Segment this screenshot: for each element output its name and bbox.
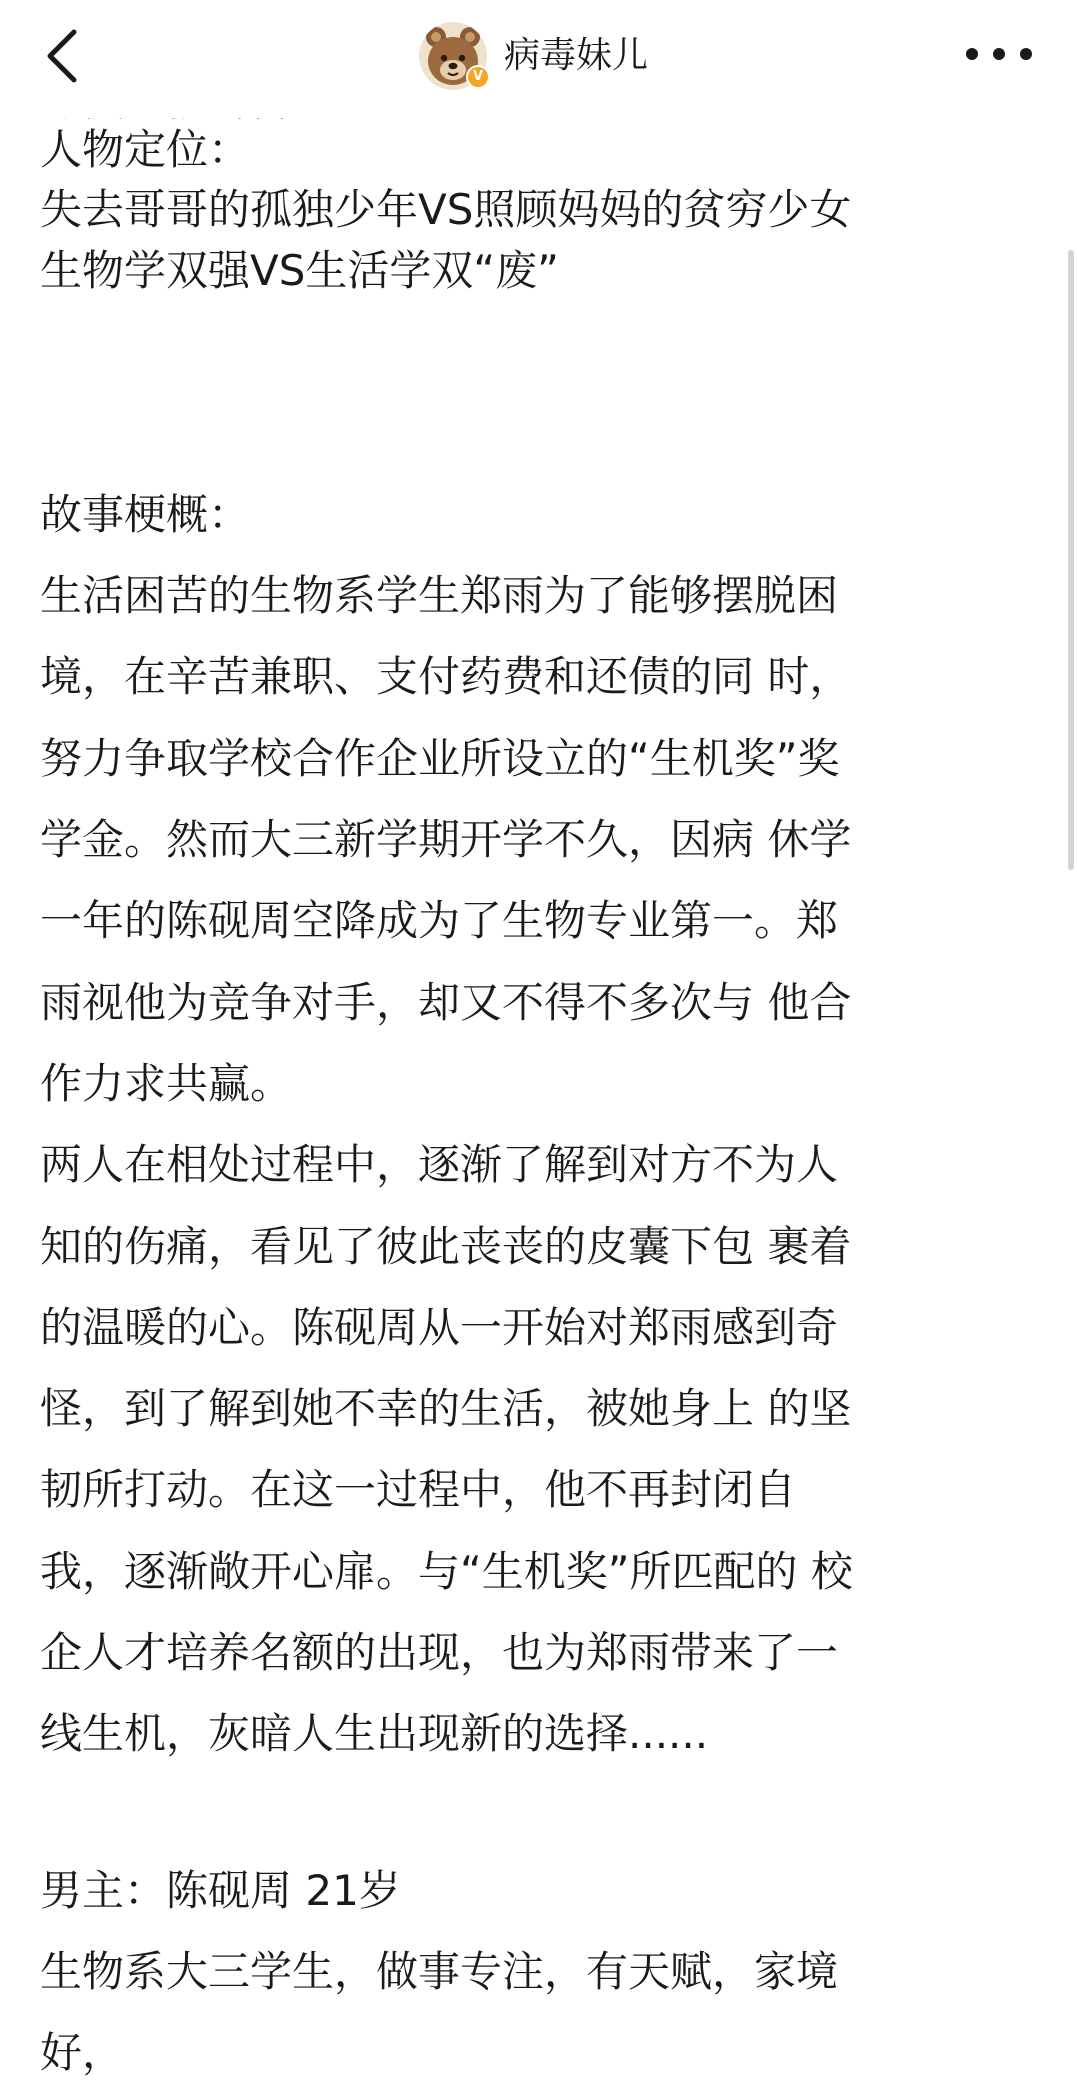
post-text-line: 故事梗概： (40, 490, 251, 539)
post-text-line: 作力求共赢。 (40, 1059, 293, 1108)
post-text-line: 失去哥哥的孤独少年VS照顾妈妈的贫穷少女 (40, 185, 852, 234)
post-text-line: 两人在相处过程中，逐渐了解到对方不为人 (40, 1140, 839, 1189)
more-options-button[interactable] (962, 42, 1036, 66)
post-text-line: 境，在辛苦兼职、支付药费和还债的同 时， (40, 652, 852, 701)
post-text-line: 知的伤痛，看见了彼此丧丧的皮囊下包 裹着 (40, 1222, 852, 1271)
avatar[interactable] (418, 21, 488, 91)
post-text-line: 学金。然而大三新学期开学不久，因病 休学 (40, 815, 852, 864)
post-text-line: 企人才培养名额的出现，也为郑雨带来了一 (40, 1628, 839, 1677)
chevron-left-icon (36, 24, 96, 88)
scrollbar[interactable] (1068, 250, 1074, 870)
verified-badge-icon: V (466, 65, 490, 89)
post-text-line: 我，逐渐敞开心扉。与“生机奖”所匹配的 校 (40, 1547, 853, 1596)
back-button[interactable] (36, 24, 96, 88)
post-text-line: 生物学双强VS生活学双“废” (40, 246, 559, 295)
post-text-line: 好， (40, 2028, 125, 2077)
post-text-line: 韧所打动。在这一过程中，他不再封闭自 (40, 1465, 797, 1514)
post-text-line: 线生机，灰暗人生出现新的选择...... (40, 1709, 709, 1758)
post-text-line: 雨视他为竞争对手，却又不得不多次与 他合 (40, 978, 852, 1027)
post-text-line: 生物系大三学生，做事专注，有天赋，家境 (40, 1947, 839, 1996)
username[interactable]: 病毒妹儿 (504, 35, 649, 76)
post-text-line: 怪，到了解到她不幸的生活，被她身上 的坚 (40, 1384, 852, 1433)
post-text-line: 男主：陈砚周 21岁 (40, 1866, 401, 1915)
post-text-line: 一年的陈砚周空降成为了生物专业第一。郑 (40, 896, 839, 945)
post-text-line: 人物定位： (40, 125, 251, 174)
post-text-line: 努力争取学校合作企业所设立的“生机奖”奖 (40, 734, 840, 783)
user-profile-link[interactable] (418, 18, 648, 94)
post-text-line: 的温暖的心。陈砚周从一开始对郑雨感到奇 (40, 1303, 839, 1352)
post-text-line: 生活困苦的生物系学生郑雨为了能够摆脱困 (40, 571, 839, 620)
more-horizontal-icon (962, 42, 1036, 66)
top-navigation-bar (0, 0, 1077, 118)
